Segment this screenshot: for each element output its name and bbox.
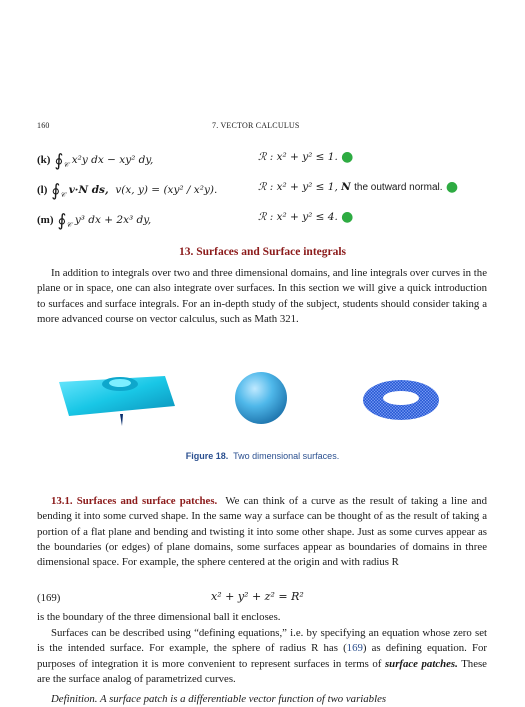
- subsection-paragraph-3: Surfaces can be described using “defining equations,” i.e. by specifying an equation whose zero set is the intended surface. For example, the sphere of radius R has (169) as defining equation. For purposes of integration it is more convenient to represent surfaces in terms of surface patches. These are the surface analog of parametrized curves.: [37, 627, 487, 685]
- page-number: 160: [37, 121, 50, 130]
- exercise-k-region: ℛ : x² + y² ≤ 1. ●: [258, 149, 354, 165]
- equation-number: (169): [37, 592, 61, 604]
- figure-surfaces: [37, 360, 487, 432]
- exercise-tag: (m): [37, 214, 54, 226]
- exercise-k: [37, 148, 154, 171]
- subsection-paragraph-2: is the boundary of the three dimensional ball it encloses.: [37, 611, 281, 623]
- plane-surface: [59, 376, 175, 426]
- bullet-icon: ●: [341, 209, 354, 225]
- exercise-tag: (k): [37, 154, 51, 166]
- equation-169: x² + y² + z² = R²: [211, 590, 304, 603]
- torus-surface: [363, 380, 439, 420]
- figure-caption: Figure 18. Two dimensional surfaces.: [185, 451, 340, 461]
- definition-cutoff: Definition. A surface patch is a differentiable vector function of two variables: [51, 693, 387, 705]
- exercise-m: [37, 208, 152, 231]
- exercise-k-integral: $∮_𝒞$ x²y dx − xy² dy,: [54, 151, 154, 171]
- exercise-l: [37, 178, 218, 201]
- sphere-surface: [235, 372, 287, 424]
- bullet-icon: ●: [445, 179, 459, 195]
- equation-link[interactable]: 169: [346, 642, 363, 655]
- running-head: 7. VECTOR CALCULUS: [212, 121, 300, 130]
- exercise-l-integral: $∮_𝒞$ v·N ds, v(x, y) = (xy² / x²y).: [51, 181, 218, 201]
- section-title: 13. Surfaces and Surface integrals: [178, 246, 347, 258]
- subsection-paragraph-1: 13.1. Surfaces and surface patches. We can think of a curve as the result of taking a line and bending it into some curved shape. In the same way a surface can be thought of as the result of taking a portion of a flat plane and bending and twisting it into some other shape. Just as some curves appear as the boundaries (or edges) of plane domains, some surfaces appear as boundaries of domains in three dimensional space. For example, the sphere centered at the origin and with radius R: [37, 495, 487, 569]
- subsection-title: 13.1. Surfaces and surface patches.: [51, 495, 218, 507]
- exercise-m-integral: $∮_𝒞$ y³ dx + 2x³ dy,: [57, 211, 152, 231]
- exercise-tag: (l): [37, 184, 48, 196]
- intro-paragraph: In addition to integrals over two and three dimensional domains, and line integrals over curves in the plane or in space, one can also integrate over surfaces. In this section we will give a quick introduction to surfaces and surface integrals. For an in-depth study of the subject, students should consider taking a more advanced course on vector calculus, such as Math 321.: [37, 267, 487, 325]
- bullet-icon: ●: [341, 149, 354, 165]
- exercise-l-region: ℛ : x² + y² ≤ 1, N the outward normal. ●: [258, 179, 459, 195]
- exercise-m-region: ℛ : x² + y² ≤ 4. ●: [258, 209, 354, 225]
